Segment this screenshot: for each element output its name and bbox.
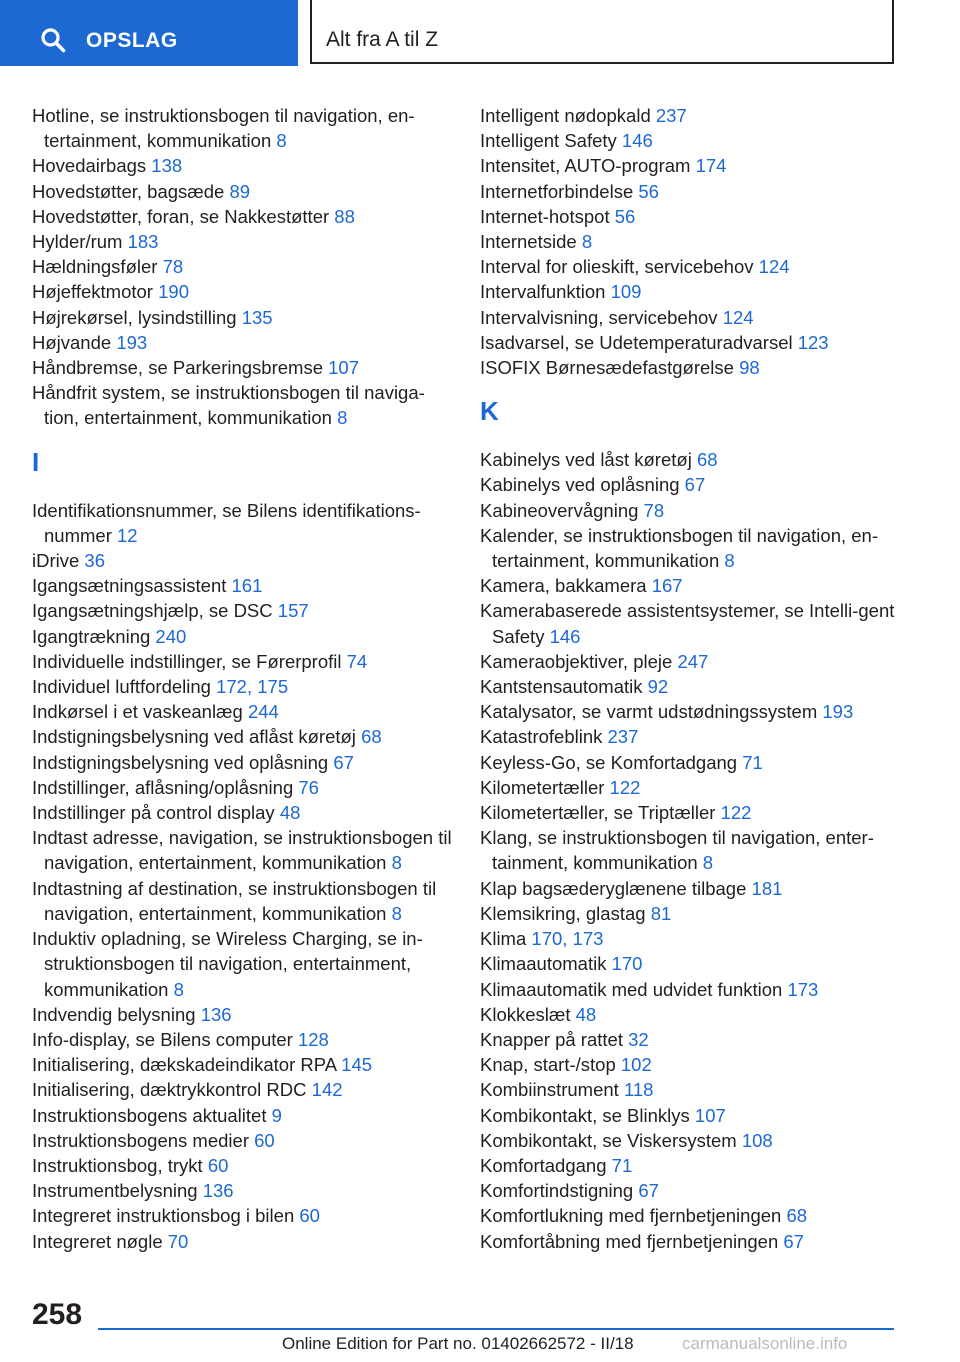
index-entry [32,1077,452,1102]
index-entry-text: Indvendig belysning [32,1003,201,1025]
index-entry [32,573,452,598]
index-entry [480,523,900,573]
index-entry [480,649,900,674]
index-entry [32,598,452,623]
page-reference-link[interactable]: 78 [162,256,184,278]
index-entry [480,750,900,775]
page-reference-link[interactable]: 88 [334,205,355,227]
page-reference-link[interactable]: 135 [241,306,273,328]
index-entry [32,1178,452,1203]
index-entry-text: Indtast adresse, navigation, se instruktionsbogen til navigation, entertainment, kommunikation [32,827,452,874]
index-entry-text: Indstillinger på control display [32,802,280,824]
index-entry-text: Klimaautomatik [480,953,612,975]
index-entry [32,355,452,380]
index-entry-text: Isadvarsel, se Udetemperaturadvarsel [480,331,798,353]
page-reference-link[interactable]: 68 [786,1205,808,1227]
index-entry [480,1203,900,1228]
page-reference-link[interactable]: 60 [299,1205,320,1227]
page-reference-link[interactable]: 32 [628,1028,649,1050]
index-entry-text: Kabinelys ved låst køretøj [480,449,697,471]
page-reference-link[interactable]: 237 [607,726,639,748]
index-entry-text: Komfortadgang [480,1154,612,1176]
index-entry [480,876,900,901]
page-reference-link[interactable]: 193 [822,701,854,723]
index-entry-text: Kabinelys ved oplåsning [480,474,685,496]
index-entry-text: Komfortindstigning [480,1180,639,1202]
index-entry-text: Identifikationsnummer, se Bilens identifikations-nummer [32,499,421,546]
header-section [310,0,894,64]
index-entry [32,153,452,178]
page-reference-link[interactable]: 8 [724,550,735,572]
index-entry [32,305,452,330]
page-reference-link[interactable]: 12 [117,524,138,546]
page-reference-link[interactable]: 102 [620,1054,652,1076]
header-tab[interactable] [0,0,298,66]
index-entry-text: Internet-hotspot [480,205,615,227]
index-entry-text: Intensitet, AUTO-program [480,155,696,177]
index-entry-text: Kabineovervågning [480,499,644,521]
page-reference-link[interactable]: 36 [84,550,105,572]
index-entry [32,103,452,153]
page-reference-link[interactable]: 124 [758,256,790,278]
index-entry [32,624,452,649]
page-reference-link[interactable]: 181 [751,877,783,899]
index-entry [480,977,900,1002]
index-entry-text: Kombikontakt, se Blinklys [480,1104,695,1126]
page-reference-link[interactable]: 136 [200,1003,232,1025]
index-entry-text: Komfortlukning med fjernbetjeningen [480,1205,787,1227]
index-entry-text: Klokkeslæt [480,1003,576,1025]
index-entry-text: ISOFIX Børnesædefastgørelse [480,357,740,379]
index-entry-text: Igangsætningshjælp, se DSC [32,600,278,622]
page-reference-link[interactable]: 68 [696,449,718,471]
page-reference-link[interactable]: 48 [575,1003,597,1025]
index-entry [480,825,900,875]
index-letter-heading: K [480,396,499,427]
page-reference-link[interactable]: 67 [638,1180,659,1202]
index-entry-text: Kilometertæller [480,776,610,798]
index-entry [480,472,900,497]
page-number: 258 [32,1298,83,1331]
page-reference-link[interactable]: 9 [271,1104,282,1126]
index-entry-text: Kameraobjektiver, pleje [480,650,678,672]
index-entry [480,901,900,926]
index-entry-text: Integreret nøgle [32,1230,168,1252]
page-reference-link[interactable]: 240 [155,625,187,647]
index-entry [480,1229,900,1254]
index-entry [480,447,900,472]
index-entry-text: Hotline, se instruktionsbogen til navigation, en-tertainment, kommunikation [32,105,415,152]
page-reference-link[interactable]: 161 [231,575,263,597]
page-reference-link[interactable]: 122 [609,776,641,798]
index-entry [480,204,900,229]
page-reference-link[interactable]: 60 [207,1154,229,1176]
index-entry-text: Klima [480,928,532,950]
index-entry [32,229,452,254]
index-entry [32,279,452,304]
index-entry [480,498,900,523]
index-entry-text: Keyless-Go, se Komfortadgang [480,751,743,773]
page-reference-link[interactable]: 122 [720,802,752,824]
index-entry [480,674,900,699]
page-reference-link[interactable]: 173 [787,978,819,1000]
index-entry [480,279,900,304]
index-entry-text: Kombikontakt, se Viskersystem [480,1129,742,1151]
index-entry [480,229,900,254]
page-reference-link[interactable]: 98 [739,357,760,379]
index-entry-text: Hovedstøtter, bagsæde [32,180,230,202]
index-entry [32,1203,452,1228]
index-entry-text: Hovedstøtter, foran, se Nakkestøtter [32,205,335,227]
index-entry-text: Interval for olieskift, servicebehov [480,256,759,278]
index-entry [32,498,452,548]
index-entry [480,775,900,800]
page-reference-link[interactable]: 8 [391,852,402,874]
page-reference-link[interactable]: 136 [202,1180,234,1202]
index-entry-text: Komfortåbning med fjernbetjeningen [480,1230,784,1252]
page-reference-link[interactable]: 68 [361,726,382,748]
index-entry [32,674,452,699]
index-entry-text: Højvande [32,331,117,353]
index-entry [480,1052,900,1077]
index-entry-text: Instruktionsbogens aktualitet [32,1104,272,1126]
page-reference-link[interactable]: 8 [276,130,287,152]
page-reference-link[interactable]: 67 [333,751,354,773]
page-reference-link[interactable]: 237 [655,105,687,126]
page-reference-link[interactable]: 170 [611,953,643,975]
page-reference-link[interactable]: 146 [549,625,581,647]
index-entry [480,1103,900,1128]
index-entry-text: Igangtrækning [32,625,156,647]
index-column-left [32,103,452,1254]
page-reference-link[interactable]: 89 [229,180,251,202]
page-reference-link[interactable]: 183 [127,231,159,253]
index-entry [32,548,452,573]
page-reference-link[interactable]: 56 [638,180,659,202]
page-reference-link[interactable]: 76 [298,776,319,798]
index-entry [480,699,900,724]
section-title: Alt fra A til Z [326,28,439,51]
page-reference-link[interactable]: 108 [741,1129,773,1151]
page-reference-link[interactable]: 92 [647,676,669,698]
page-reference-link[interactable]: 190 [158,281,189,303]
page-reference-link[interactable]: 8 [337,407,348,429]
index-entry-text: Klimaautomatik med udvidet funktion [480,978,788,1000]
index-entry-text: Indstigningsbelysning ved oplåsning [32,751,334,773]
page-reference-link[interactable]: 78 [643,499,665,521]
footer-divider [98,1328,894,1330]
index-entry [32,1002,452,1027]
index-entry-text: Håndfrit system, se instruktionsbogen til naviga-tion, entertainment, kommunikation [32,382,425,429]
index-entry [32,1128,452,1153]
page-reference-link[interactable]: 107 [694,1104,726,1126]
index-entry [32,876,452,926]
index-entry [480,128,900,153]
index-entry [480,598,900,648]
page-reference-link[interactable]: 128 [297,1028,329,1050]
index-entry-text: Hovedairbags [32,155,152,177]
header-tab-label: OPSLAG [86,29,178,52]
index-entry-text: Instruktionsbogens medier [32,1129,255,1151]
index-entry-text: Kilometertæller, se Triptæller [480,802,721,824]
page-reference-link[interactable]: 107 [328,357,360,379]
index-group [480,103,900,380]
index-group [480,447,900,1254]
page-reference-link[interactable]: 167 [651,575,683,597]
page-reference-link[interactable]: 67 [684,474,706,496]
index-entry-text: iDrive [32,550,85,572]
index-entry-text: Katalysator, se varmt udstødningssystem [480,701,823,723]
index-entry [480,1153,900,1178]
index-entry-text: Kamerabaserede assistentsystemer, se Intelli-gent Safety [480,600,895,647]
page-reference-link[interactable]: 244 [247,701,279,723]
index-entry [480,926,900,951]
page-reference-link[interactable]: 8 [581,231,593,253]
index-entry-text: Indstillinger, aflåsning/oplåsning [32,776,299,798]
index-entry [480,1002,900,1027]
index-entry-text: Internetside [480,231,582,253]
index-entry-text: Højeffektmotor [32,281,159,303]
index-entry-text: Knapper på rattet [480,1028,629,1050]
index-entry-text: Intelligent nødopkald [480,105,656,126]
page-reference-link[interactable]: 124 [722,306,754,328]
page-reference-link[interactable]: 247 [677,650,709,672]
page-reference-link[interactable]: 67 [783,1230,804,1252]
index-entry [32,1229,452,1254]
index-entry [32,1153,452,1178]
index-entry-text: Klemsikring, glastag [480,902,651,924]
index-entry [480,153,900,178]
index-entry [480,800,900,825]
index-entry [480,951,900,976]
index-entry [480,254,900,279]
index-entry [480,305,900,330]
page-reference-link[interactable]: 8 [391,902,402,924]
index-entry-text: Initialisering, dækskadeindikator RPA [32,1054,342,1076]
index-entry [480,1027,900,1052]
index-entry-text: Induktiv opladning, se Wireless Charging, se in-struktionsbogen til navigation, entertainment, kommunikation [32,928,423,1000]
page-reference-link[interactable]: 174 [695,155,727,177]
index-entry-text: Indstigningsbelysning ved aflåst køretøj [32,726,362,748]
index-entry-text: Klang, se instruktionsbogen til navigation, enter-tainment, kommunikation [480,827,874,874]
index-entry-text: Kombiinstrument [480,1079,624,1101]
index-entry-text: Indkørsel i et vaskeanlæg [32,701,248,723]
index-entry [32,800,452,825]
page-reference-link[interactable]: 60 [254,1129,275,1151]
index-entry [480,179,900,204]
page-reference-link[interactable]: 8 [173,978,184,1000]
page-reference-link[interactable]: 71 [611,1154,633,1176]
index-entry [32,204,452,229]
index-entry [32,775,452,800]
search-icon [40,27,66,53]
index-letter-heading: I [32,446,40,477]
index-entry-text: Hylder/rum [32,231,128,253]
index-entry-text: Internetforbindelse [480,180,639,202]
page-reference-link[interactable]: 146 [621,130,653,152]
index-entry-text: Håndbremse, se Parkeringsbremse [32,357,329,379]
page-reference-link[interactable]: 8 [702,852,714,874]
page-reference-link[interactable]: 70 [167,1230,189,1252]
page-reference-link[interactable]: 145 [341,1054,373,1076]
index-entry [32,724,452,749]
page-reference-link[interactable]: 74 [346,650,368,672]
index-entry [32,254,452,279]
index-entry-text: Højrekørsel, lysindstilling [32,306,242,328]
page-reference-link[interactable]: 71 [742,751,763,773]
index-entry-text: Initialisering, dæktrykkontrol RDC [32,1079,312,1101]
index-entry [480,355,900,380]
index-entry [32,179,452,204]
edition-note: Online Edition for Part no. 01402662572 - II/18 [282,1334,634,1353]
page-reference-link[interactable]: 48 [279,802,301,824]
page-reference-link[interactable]: 123 [797,331,829,353]
index-entry [480,724,900,749]
index-entry [480,1077,900,1102]
index-entry-text: Igangsætningsassistent [32,575,232,597]
index-entry-text: Katastrofeblink [480,726,608,748]
index-entry-text: Intervalvisning, servicebehov [480,306,723,328]
index-entry [32,926,452,1002]
index-entry [32,1103,452,1128]
page-reference-link[interactable]: 56 [614,205,636,227]
index-entry-text: Instruktionsbog, trykt [32,1154,208,1176]
index-group [32,498,452,1254]
index-entry-text: Individuel luftfordeling [32,676,217,698]
index-entry [32,1052,452,1077]
index-entry-text: Kalender, se instruktionsbogen til navigation, en-tertainment, kommunikation [480,524,879,572]
page-reference-link[interactable]: 157 [277,600,309,622]
index-entry [32,825,452,875]
index-entry-text: Instrumentbelysning [32,1180,203,1202]
index-group [32,103,452,431]
index-entry-text: Indtastning af destination, se instruktionsbogen til navigation, entertainment, kommunikation [32,877,437,924]
index-entry [32,750,452,775]
index-entry [32,380,452,430]
index-entry [480,573,900,598]
index-column-right [480,103,900,1254]
index-entry [480,1178,900,1203]
page-reference-link[interactable]: 193 [116,331,148,353]
page-reference-link[interactable]: 142 [311,1079,343,1101]
index-entry [32,1027,452,1052]
index-entry-text: Integreret instruktionsbog i bilen [32,1205,300,1227]
index-entry-text: Intervalfunktion [480,281,611,303]
index-entry-text: Klap bagsæderyglænene tilbage [480,877,752,899]
index-entry [480,1128,900,1153]
index-entry [32,649,452,674]
index-entry [32,330,452,355]
page-reference-link[interactable]: 138 [151,155,183,177]
page-reference-link[interactable]: 172, 175 [216,676,289,698]
index-entry-text: Hældningsføler [32,256,163,278]
index-entry-text: Info-display, se Bilens computer [32,1028,298,1050]
index-entry-text: Intelligent Safety [480,130,622,152]
index-entry [480,103,900,128]
index-entry-text: Kamera, bakkamera [480,575,652,597]
index-entry [32,699,452,724]
page-reference-link[interactable]: 170, 173 [531,928,604,950]
index-entry-text: Knap, start-/stop [480,1054,621,1076]
index-entry-text: Kantstensautomatik [480,676,648,698]
index-entry-text: Individuelle indstillinger, se Førerprofil [32,650,347,672]
page-reference-link[interactable]: 109 [610,281,642,303]
watermark: carmanualsonline.info [682,1334,848,1353]
page-reference-link[interactable]: 81 [650,902,672,924]
page-reference-link[interactable]: 118 [623,1079,654,1101]
index-entry [480,330,900,355]
